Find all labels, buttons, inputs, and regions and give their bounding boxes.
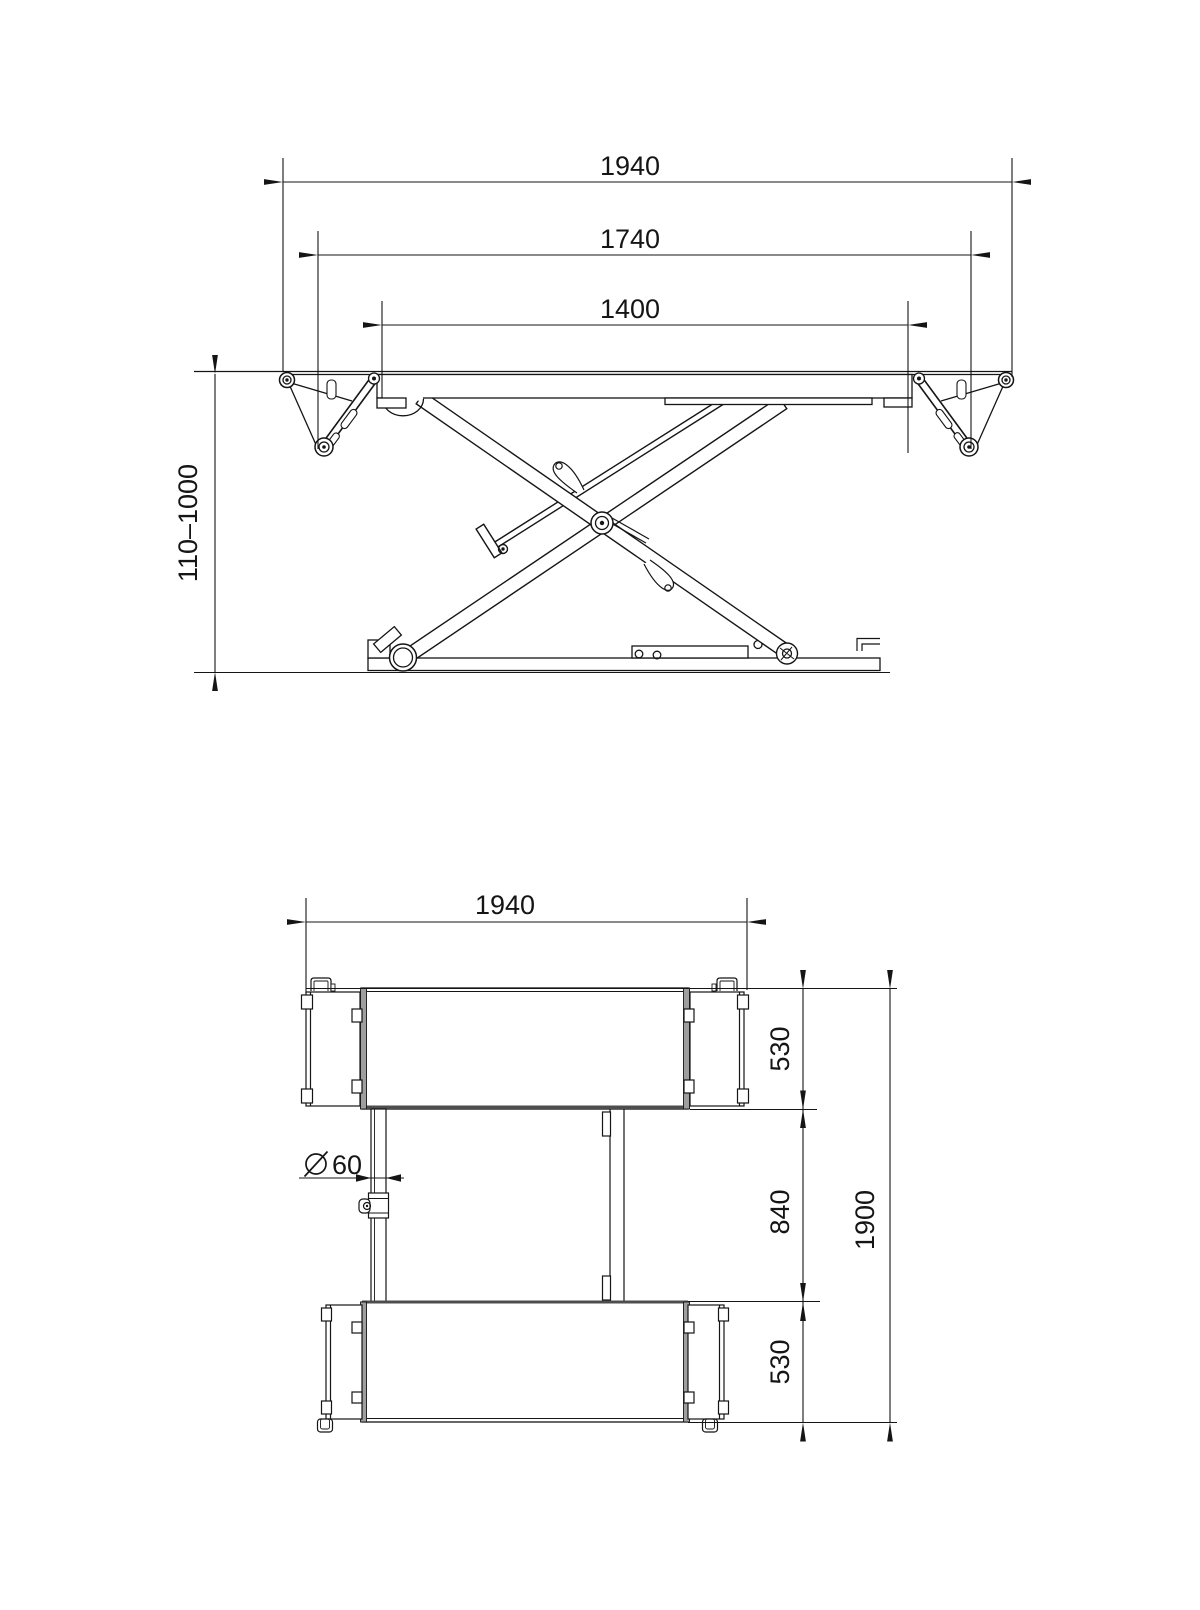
sync-rail — [603, 1109, 625, 1302]
plan-view — [299, 898, 897, 1432]
center-pivot — [591, 512, 613, 534]
plan-dim-depth-top-label: 530 — [765, 1026, 795, 1072]
ramp-flap-bottom-right — [684, 1305, 729, 1432]
tube-fitting — [369, 1193, 389, 1218]
support-bracket-right — [914, 373, 1014, 457]
sub-plate — [665, 398, 872, 405]
platform — [194, 372, 1012, 416]
side-dim-support-span — [318, 231, 971, 449]
plan-platform-top — [361, 988, 690, 1109]
plan-dim-overall-depth-label: 1900 — [850, 1189, 880, 1251]
side-dim-support-span-label: 1740 — [599, 224, 661, 254]
side-dim-overall-width-label: 1940 — [599, 151, 661, 181]
side-dim-overall-width — [283, 158, 1012, 377]
ramp-flap-top-left — [302, 978, 363, 1106]
foot-pad — [703, 1419, 718, 1432]
foot-pad — [318, 1419, 333, 1432]
cylinder-mount-plate — [476, 524, 502, 558]
support-bracket-left — [280, 373, 380, 457]
plan-dim-center-opening-label: 840 — [765, 1189, 795, 1235]
base-wheel — [777, 643, 798, 664]
side-dim-lift-height-label: 110–1000 — [173, 463, 203, 583]
diameter-symbol — [305, 1152, 328, 1177]
ramp-flap-bottom-left — [318, 1305, 363, 1432]
plan-dim-cylinder-diameter-label: 60 — [332, 1150, 363, 1180]
base-roller — [390, 644, 417, 671]
base-frame — [368, 639, 880, 671]
plan-dim-overall-width-label: 1940 — [474, 890, 536, 920]
lift-cylinder-tube — [359, 1109, 389, 1302]
base-lock-bracket — [632, 646, 748, 658]
plan-platform-bottom — [361, 1301, 690, 1423]
plan-dim-depth-bottom-label: 530 — [765, 1339, 795, 1385]
ramp-flap-top-right — [684, 978, 749, 1106]
base-hook — [857, 639, 880, 652]
scissor-arm-lower — [399, 397, 787, 665]
platform-deck — [377, 375, 912, 399]
side-dim-inner-span-label: 1400 — [599, 294, 661, 324]
